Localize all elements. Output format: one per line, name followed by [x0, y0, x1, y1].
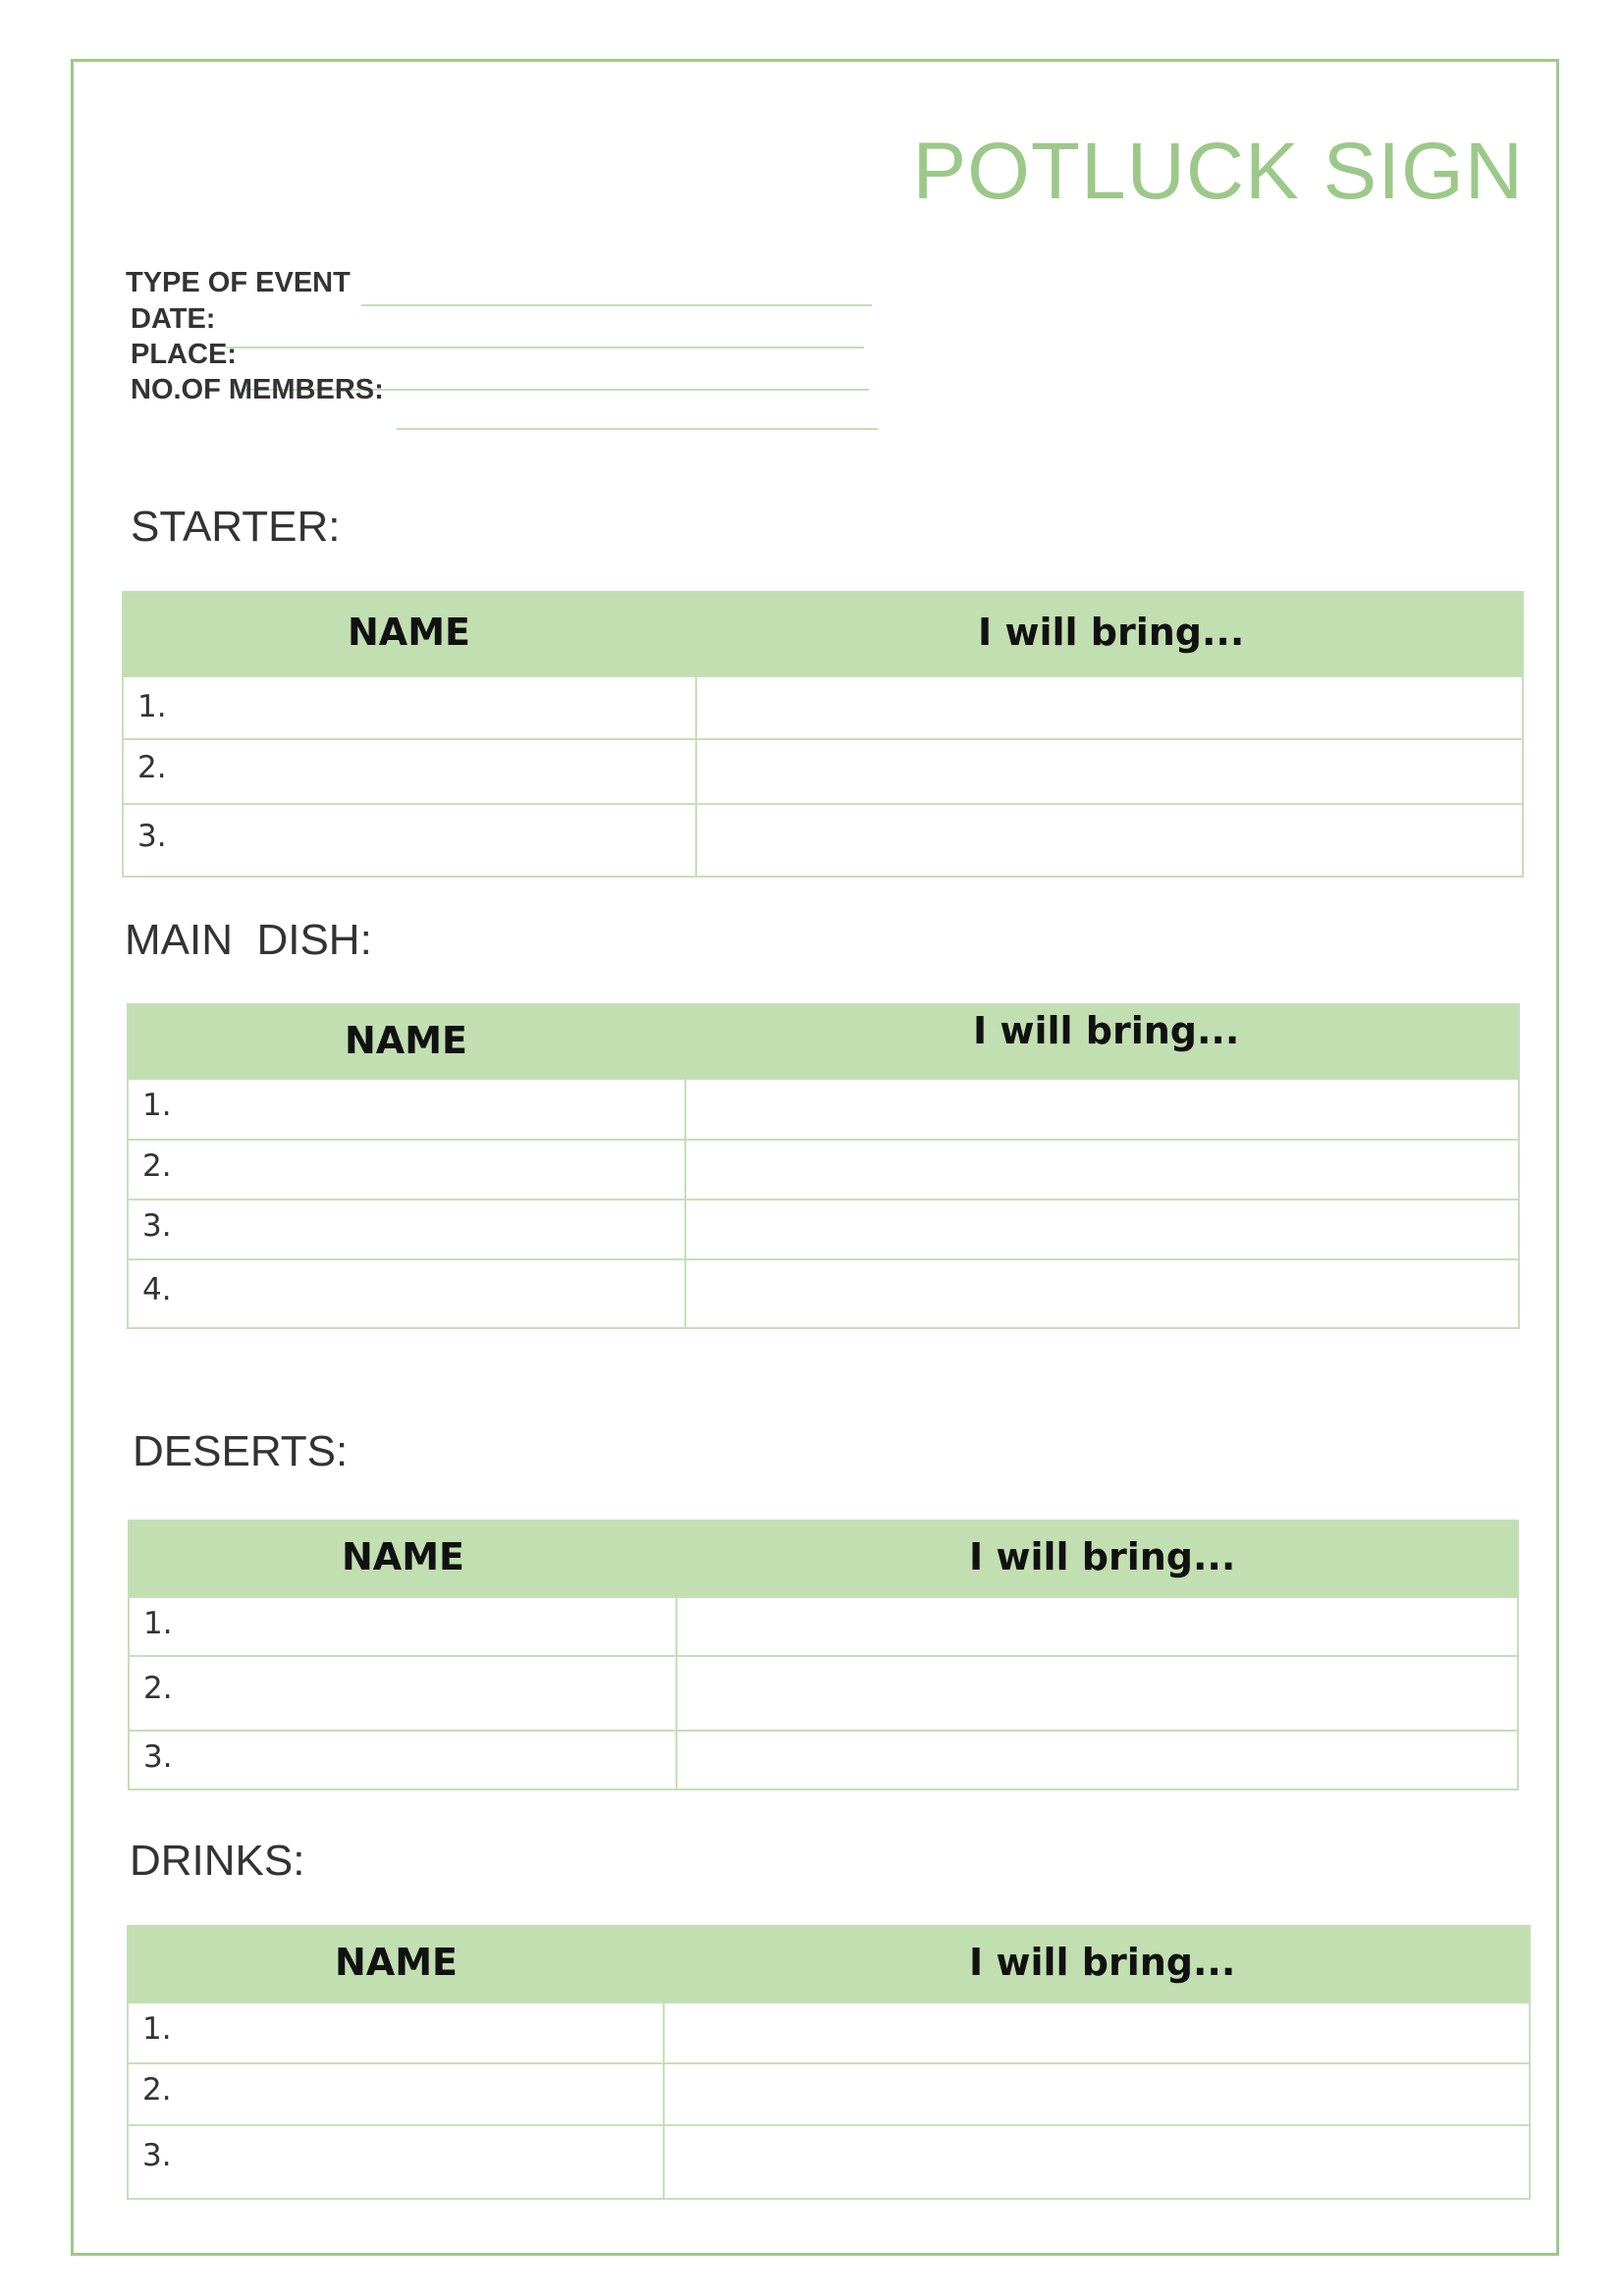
deserts-table: [128, 1520, 1519, 1790]
name-column-header: NAME: [335, 1941, 458, 1984]
main-dish-table: [127, 1003, 1520, 1329]
name-cell[interactable]: [124, 740, 695, 803]
row-number: 2.: [142, 1148, 172, 1184]
type-of-event-field[interactable]: [361, 304, 872, 306]
bring-column-header: I will bring...: [978, 611, 1245, 654]
bring-cell[interactable]: [686, 1141, 1518, 1199]
table-header: [129, 1005, 1518, 1078]
starter-table: [122, 591, 1524, 878]
bring-cell[interactable]: [697, 677, 1522, 738]
name-cell[interactable]: [129, 2126, 663, 2200]
name-cell[interactable]: [124, 677, 695, 738]
bring-cell[interactable]: [665, 2064, 1529, 2124]
bring-cell[interactable]: [697, 805, 1522, 878]
section-heading-drinks: DRINKS:: [130, 1837, 305, 1885]
table-row: [130, 1655, 1517, 1730]
name-cell[interactable]: [129, 1260, 684, 1329]
name-cell[interactable]: [129, 1080, 684, 1139]
table-row: [129, 2002, 1529, 2062]
bring-cell[interactable]: [686, 1080, 1518, 1139]
section-heading-deserts: DESERTS:: [133, 1427, 349, 1475]
name-cell[interactable]: [129, 2003, 663, 2062]
bring-cell[interactable]: [677, 1732, 1517, 1790]
bring-cell[interactable]: [686, 1260, 1518, 1329]
name-cell[interactable]: [130, 1732, 676, 1790]
row-number: 3.: [143, 1739, 173, 1775]
row-number: 3.: [137, 819, 167, 854]
table-row: [124, 738, 1522, 803]
table-row: [129, 2062, 1529, 2124]
bring-cell[interactable]: [677, 1657, 1517, 1730]
date-label: DATE:: [131, 303, 216, 335]
row-number: 1.: [143, 1606, 173, 1641]
bring-cell[interactable]: [665, 2126, 1529, 2200]
drinks-table: [127, 1925, 1531, 2200]
row-number: 3.: [142, 2138, 172, 2173]
table-row: [129, 1139, 1518, 1199]
name-cell[interactable]: [129, 1201, 684, 1258]
members-field[interactable]: [397, 428, 878, 430]
table-header: [124, 593, 1522, 675]
name-column-header: NAME: [348, 611, 470, 654]
row-number: 1.: [142, 1088, 172, 1123]
bring-cell[interactable]: [665, 2003, 1529, 2062]
name-cell[interactable]: [124, 805, 695, 878]
bring-cell[interactable]: [677, 1598, 1517, 1655]
row-number: 2.: [137, 750, 167, 785]
row-number: 3.: [142, 1208, 172, 1244]
table-row: [129, 1199, 1518, 1258]
page-title: POTLUCK SIGN: [912, 127, 1524, 216]
table-row: [129, 2124, 1529, 2200]
table-row: [129, 1258, 1518, 1329]
place-label: PLACE:: [131, 339, 237, 370]
name-cell[interactable]: [130, 1598, 676, 1655]
name-cell[interactable]: [130, 1657, 676, 1730]
table-row: [130, 1730, 1517, 1790]
bring-column-header: I will bring...: [969, 1941, 1236, 1984]
table-row: [129, 1078, 1518, 1139]
table-row: [130, 1596, 1517, 1655]
name-column-header: NAME: [342, 1535, 464, 1578]
table-header: [129, 1927, 1529, 2002]
name-column-header: NAME: [345, 1019, 467, 1062]
bring-column-header: I will bring...: [973, 1009, 1240, 1052]
bring-cell[interactable]: [697, 740, 1522, 803]
table-row: [124, 675, 1522, 738]
members-label: NO.OF MEMBERS:: [131, 374, 384, 405]
bring-cell[interactable]: [686, 1201, 1518, 1258]
bring-column-header: I will bring...: [969, 1535, 1236, 1578]
row-number: 4.: [142, 1272, 172, 1308]
name-cell[interactable]: [129, 2064, 663, 2124]
row-number: 1.: [137, 689, 167, 724]
row-number: 2.: [143, 1671, 173, 1706]
section-heading-starter: STARTER:: [131, 503, 341, 551]
row-number: 2.: [142, 2072, 172, 2108]
table-row: [124, 803, 1522, 878]
section-heading-main-dish: MAIN DISH:: [125, 916, 372, 964]
name-cell[interactable]: [129, 1141, 684, 1199]
row-number: 1.: [142, 2011, 172, 2047]
date-field[interactable]: [226, 347, 864, 348]
type-of-event-label: TYPE OF EVENT: [126, 267, 351, 298]
table-header: [130, 1522, 1517, 1596]
